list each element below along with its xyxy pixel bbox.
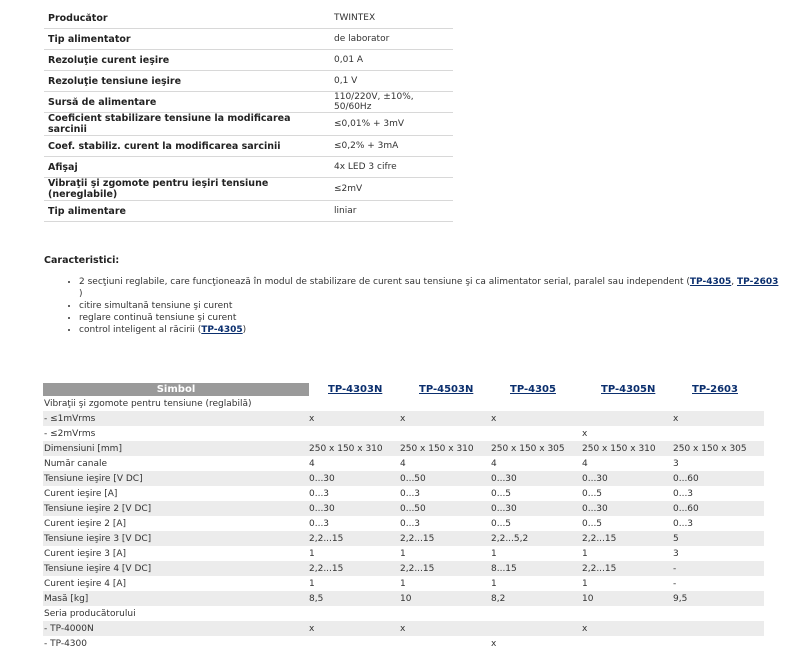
spec-label: Tip alimentator bbox=[44, 29, 330, 50]
cell-value: 4 bbox=[491, 458, 497, 469]
feature-item bbox=[79, 324, 800, 336]
features-list bbox=[44, 276, 800, 336]
row-label: Tensiune ieşire 3 [V DC] bbox=[43, 531, 309, 546]
spec-table bbox=[44, 8, 453, 222]
cell-value: 3 bbox=[673, 548, 679, 559]
cell-value: 1 bbox=[400, 578, 406, 589]
cell-value: 8,2 bbox=[491, 591, 582, 606]
cell-value: 1 bbox=[309, 578, 315, 589]
model-link[interactable]: TP-4503N bbox=[419, 384, 474, 395]
cell-value bbox=[673, 621, 764, 636]
cell-value: 0...30 bbox=[309, 471, 400, 486]
cell-value: 0...3 bbox=[673, 518, 694, 529]
features-title: Caracteristici: bbox=[44, 255, 120, 266]
cell-value: 2,2...15 bbox=[309, 561, 400, 576]
cell-value: 9,5 bbox=[673, 591, 764, 606]
spec-table-body bbox=[44, 8, 453, 222]
spec-label: Tip alimentare bbox=[44, 201, 330, 222]
cell-value: 1 bbox=[582, 548, 588, 559]
spec-row bbox=[44, 201, 453, 222]
spec-value: TWINTEX bbox=[330, 8, 453, 29]
table-row bbox=[43, 426, 764, 441]
cell-value: 2,2...15 bbox=[582, 561, 673, 576]
table-row bbox=[43, 501, 764, 516]
cell-value: 0...5 bbox=[582, 518, 603, 529]
table-row bbox=[43, 591, 764, 606]
spec-row bbox=[44, 50, 453, 71]
row-label: Curent ieşire [A] bbox=[44, 488, 118, 499]
spec-row bbox=[44, 92, 453, 113]
table-row bbox=[43, 486, 764, 501]
row-label: - TP-4300 bbox=[44, 638, 87, 649]
models-comparison-table bbox=[43, 383, 764, 651]
cell-value bbox=[309, 636, 400, 651]
cell-value: 250 x 150 x 305 bbox=[491, 441, 582, 456]
cell-value: 0...3 bbox=[400, 488, 421, 499]
table-row bbox=[43, 546, 764, 561]
cell-value: - bbox=[673, 561, 764, 576]
cell-value: 0...50 bbox=[400, 501, 491, 516]
spec-row bbox=[44, 71, 453, 92]
spec-label: Rezoluţie tensiune ieşire bbox=[44, 71, 330, 92]
tp-4305-link[interactable]: TP-4305 bbox=[689, 277, 732, 287]
spec-row bbox=[44, 8, 453, 29]
spec-row bbox=[44, 113, 453, 136]
row-label: Seria producătorului bbox=[44, 608, 136, 619]
cell-value: 0...3 bbox=[673, 488, 694, 499]
table-row bbox=[43, 396, 764, 411]
row-label: Tensiune ieşire 4 [V DC] bbox=[43, 561, 309, 576]
cell-value: 5 bbox=[673, 531, 764, 546]
cell-value: 250 x 150 x 305 bbox=[673, 441, 764, 456]
cell-value bbox=[673, 606, 764, 621]
row-label: Dimensiuni [mm] bbox=[43, 441, 309, 456]
cell-value: x bbox=[309, 411, 400, 426]
row-label: Număr canale bbox=[44, 458, 107, 469]
cell-value: 1 bbox=[491, 578, 497, 589]
row-label: - ≤1mVrms bbox=[43, 411, 309, 426]
row-label: - TP-4000N bbox=[43, 621, 309, 636]
cell-value: x bbox=[400, 411, 491, 426]
row-label: - ≤2mVrms bbox=[44, 428, 96, 439]
cell-value: 10 bbox=[582, 591, 673, 606]
cell-value bbox=[491, 621, 582, 636]
tp-2603-link[interactable]: TP-2603 bbox=[737, 277, 779, 287]
feature-item: • reglare continuă tensiune şi curent bbox=[79, 312, 800, 324]
cell-value: 2,2...15 bbox=[400, 531, 491, 546]
cell-value: 0...5 bbox=[491, 518, 512, 529]
cell-value: 250 x 150 x 310 bbox=[582, 441, 673, 456]
spec-value: ≤2mV bbox=[330, 178, 453, 201]
cell-value: 2,2...5,2 bbox=[491, 531, 582, 546]
table-row bbox=[43, 411, 764, 426]
cell-value: 0...60 bbox=[673, 471, 764, 486]
spec-value: ≤0,01% + 3mV bbox=[330, 113, 453, 136]
cell-value: - bbox=[673, 578, 677, 589]
spec-row bbox=[44, 136, 453, 157]
row-label: Masă [kg] bbox=[43, 591, 309, 606]
spec-label: Vibraţii şi zgomote pentru ieşiri tensiune (nereglabile) bbox=[44, 178, 330, 201]
cell-value bbox=[491, 606, 582, 621]
cell-value: x bbox=[400, 621, 491, 636]
model-header-tp-4503n[interactable] bbox=[400, 383, 491, 396]
table-row bbox=[43, 471, 764, 486]
feature-item: • citire simultană tensiune şi curent bbox=[79, 300, 800, 312]
feature-text: control inteligent al răcirii ( bbox=[79, 325, 202, 335]
tp-4305-cooling-link[interactable]: TP-4305 bbox=[201, 325, 243, 335]
models-table-body bbox=[43, 396, 764, 651]
cell-value: 250 x 150 x 310 bbox=[309, 441, 400, 456]
table-row bbox=[43, 456, 764, 471]
cell-value: 0...3 bbox=[309, 518, 330, 529]
cell-value: 2,2...15 bbox=[400, 561, 491, 576]
cell-value: 0...5 bbox=[491, 488, 512, 499]
cell-value: 0...5 bbox=[582, 488, 603, 499]
spec-value: 110/220V, ±10%, 50/60Hz bbox=[330, 92, 453, 113]
cell-value: 0...30 bbox=[582, 501, 673, 516]
cell-value: 0...30 bbox=[491, 501, 582, 516]
row-label: Vibraţii şi zgomote pentru tensiune (reglabilă) bbox=[44, 398, 252, 409]
cell-value: x bbox=[491, 638, 497, 649]
model-link[interactable]: TP-2603 bbox=[692, 384, 738, 395]
cell-value bbox=[673, 396, 764, 411]
model-header-tp-2603[interactable] bbox=[673, 383, 764, 396]
table-row bbox=[43, 636, 764, 651]
cell-value bbox=[400, 396, 491, 411]
cell-value bbox=[673, 426, 764, 441]
table-row bbox=[43, 576, 764, 591]
spec-label: Afişaj bbox=[44, 157, 330, 178]
table-row bbox=[43, 441, 764, 456]
spec-row bbox=[44, 157, 453, 178]
spec-value: 0,01 A bbox=[330, 50, 453, 71]
spec-value: 4x LED 3 cifre bbox=[330, 157, 453, 178]
cell-value: x bbox=[491, 411, 582, 426]
cell-value bbox=[582, 411, 673, 426]
row-label: Tensiune ieşire [V DC] bbox=[43, 471, 309, 486]
cell-value bbox=[400, 606, 491, 621]
spec-value: 0,1 V bbox=[330, 71, 453, 92]
table-row bbox=[43, 606, 764, 621]
spec-value: ≤0,2% + 3mA bbox=[330, 136, 453, 157]
spec-row bbox=[44, 29, 453, 50]
models-header-row bbox=[43, 383, 764, 396]
feature-text-end: ) bbox=[79, 289, 83, 299]
row-label: Curent ieşire 3 [A] bbox=[44, 548, 127, 559]
model-header-tp-4305[interactable] bbox=[491, 383, 582, 396]
spec-value: liniar bbox=[330, 201, 453, 222]
spec-row bbox=[44, 178, 453, 201]
symbol-header: Simbol bbox=[43, 383, 309, 396]
cell-value: 0...50 bbox=[400, 471, 491, 486]
cell-value bbox=[309, 426, 400, 441]
feature-text: 2 secţiuni reglabile, care funcţionează în modul de stabilizare de curent sau tensiune şi ca alimentator serial, paralel sau independent ( bbox=[79, 277, 690, 287]
cell-value bbox=[582, 606, 673, 621]
spec-label: Producător bbox=[44, 8, 330, 29]
feature-item bbox=[79, 276, 800, 300]
spec-value: de laborator bbox=[330, 29, 453, 50]
model-link[interactable]: TP-4305N bbox=[601, 384, 656, 395]
model-link[interactable]: TP-4303N bbox=[328, 384, 383, 395]
spec-label: Rezoluţie curent ieşire bbox=[44, 50, 330, 71]
cell-value: x bbox=[673, 411, 764, 426]
cell-value: x bbox=[309, 621, 400, 636]
cell-value: 0...60 bbox=[673, 501, 764, 516]
cell-value: 4 bbox=[400, 458, 406, 469]
cell-value: 3 bbox=[673, 458, 679, 469]
cell-value: 0...30 bbox=[582, 471, 673, 486]
cell-value: 1 bbox=[309, 548, 315, 559]
table-row bbox=[43, 561, 764, 576]
row-label: Curent ieşire 2 [A] bbox=[44, 518, 127, 529]
cell-value bbox=[673, 636, 764, 651]
table-row bbox=[43, 516, 764, 531]
cell-value: 0...30 bbox=[309, 501, 400, 516]
row-label: Curent ieşire 4 [A] bbox=[44, 578, 127, 589]
cell-value bbox=[309, 606, 400, 621]
row-label: Tensiune ieşire 2 [V DC] bbox=[43, 501, 309, 516]
cell-value: 1 bbox=[582, 578, 588, 589]
cell-value bbox=[582, 636, 673, 651]
cell-value: 250 x 150 x 310 bbox=[400, 441, 491, 456]
cell-value bbox=[400, 636, 491, 651]
feature-separator: , bbox=[731, 277, 738, 287]
table-row bbox=[43, 621, 764, 636]
cell-value: 1 bbox=[400, 548, 406, 559]
cell-value bbox=[582, 396, 673, 411]
spec-label: Sursă de alimentare bbox=[44, 92, 330, 113]
cell-value: 2,2...15 bbox=[582, 531, 673, 546]
cell-value bbox=[491, 396, 582, 411]
model-header-tp-4303n[interactable] bbox=[309, 383, 400, 396]
cell-value: 8,5 bbox=[309, 591, 400, 606]
spec-label: Coef. stabiliz. curent la modificarea sarcinii bbox=[44, 136, 330, 157]
cell-value bbox=[309, 396, 400, 411]
cell-value: 8...15 bbox=[491, 561, 582, 576]
cell-value: 0...3 bbox=[309, 488, 330, 499]
cell-value: 10 bbox=[400, 591, 491, 606]
cell-value: 0...30 bbox=[491, 471, 582, 486]
table-row bbox=[43, 531, 764, 546]
cell-value: x bbox=[582, 621, 673, 636]
cell-value bbox=[491, 426, 582, 441]
cell-value: 4 bbox=[582, 458, 588, 469]
cell-value: 0...3 bbox=[400, 518, 421, 529]
model-link[interactable]: TP-4305 bbox=[510, 384, 556, 395]
model-header-tp-4305n[interactable] bbox=[582, 383, 673, 396]
cell-value: 2,2...15 bbox=[309, 531, 400, 546]
cell-value: 4 bbox=[309, 458, 315, 469]
spec-label: Coeficient stabilizare tensiune la modificarea sarcinii bbox=[44, 113, 330, 136]
feature-text-end: ) bbox=[242, 325, 247, 335]
cell-value bbox=[400, 426, 491, 441]
cell-value: x bbox=[582, 428, 588, 439]
cell-value: 1 bbox=[491, 548, 497, 559]
